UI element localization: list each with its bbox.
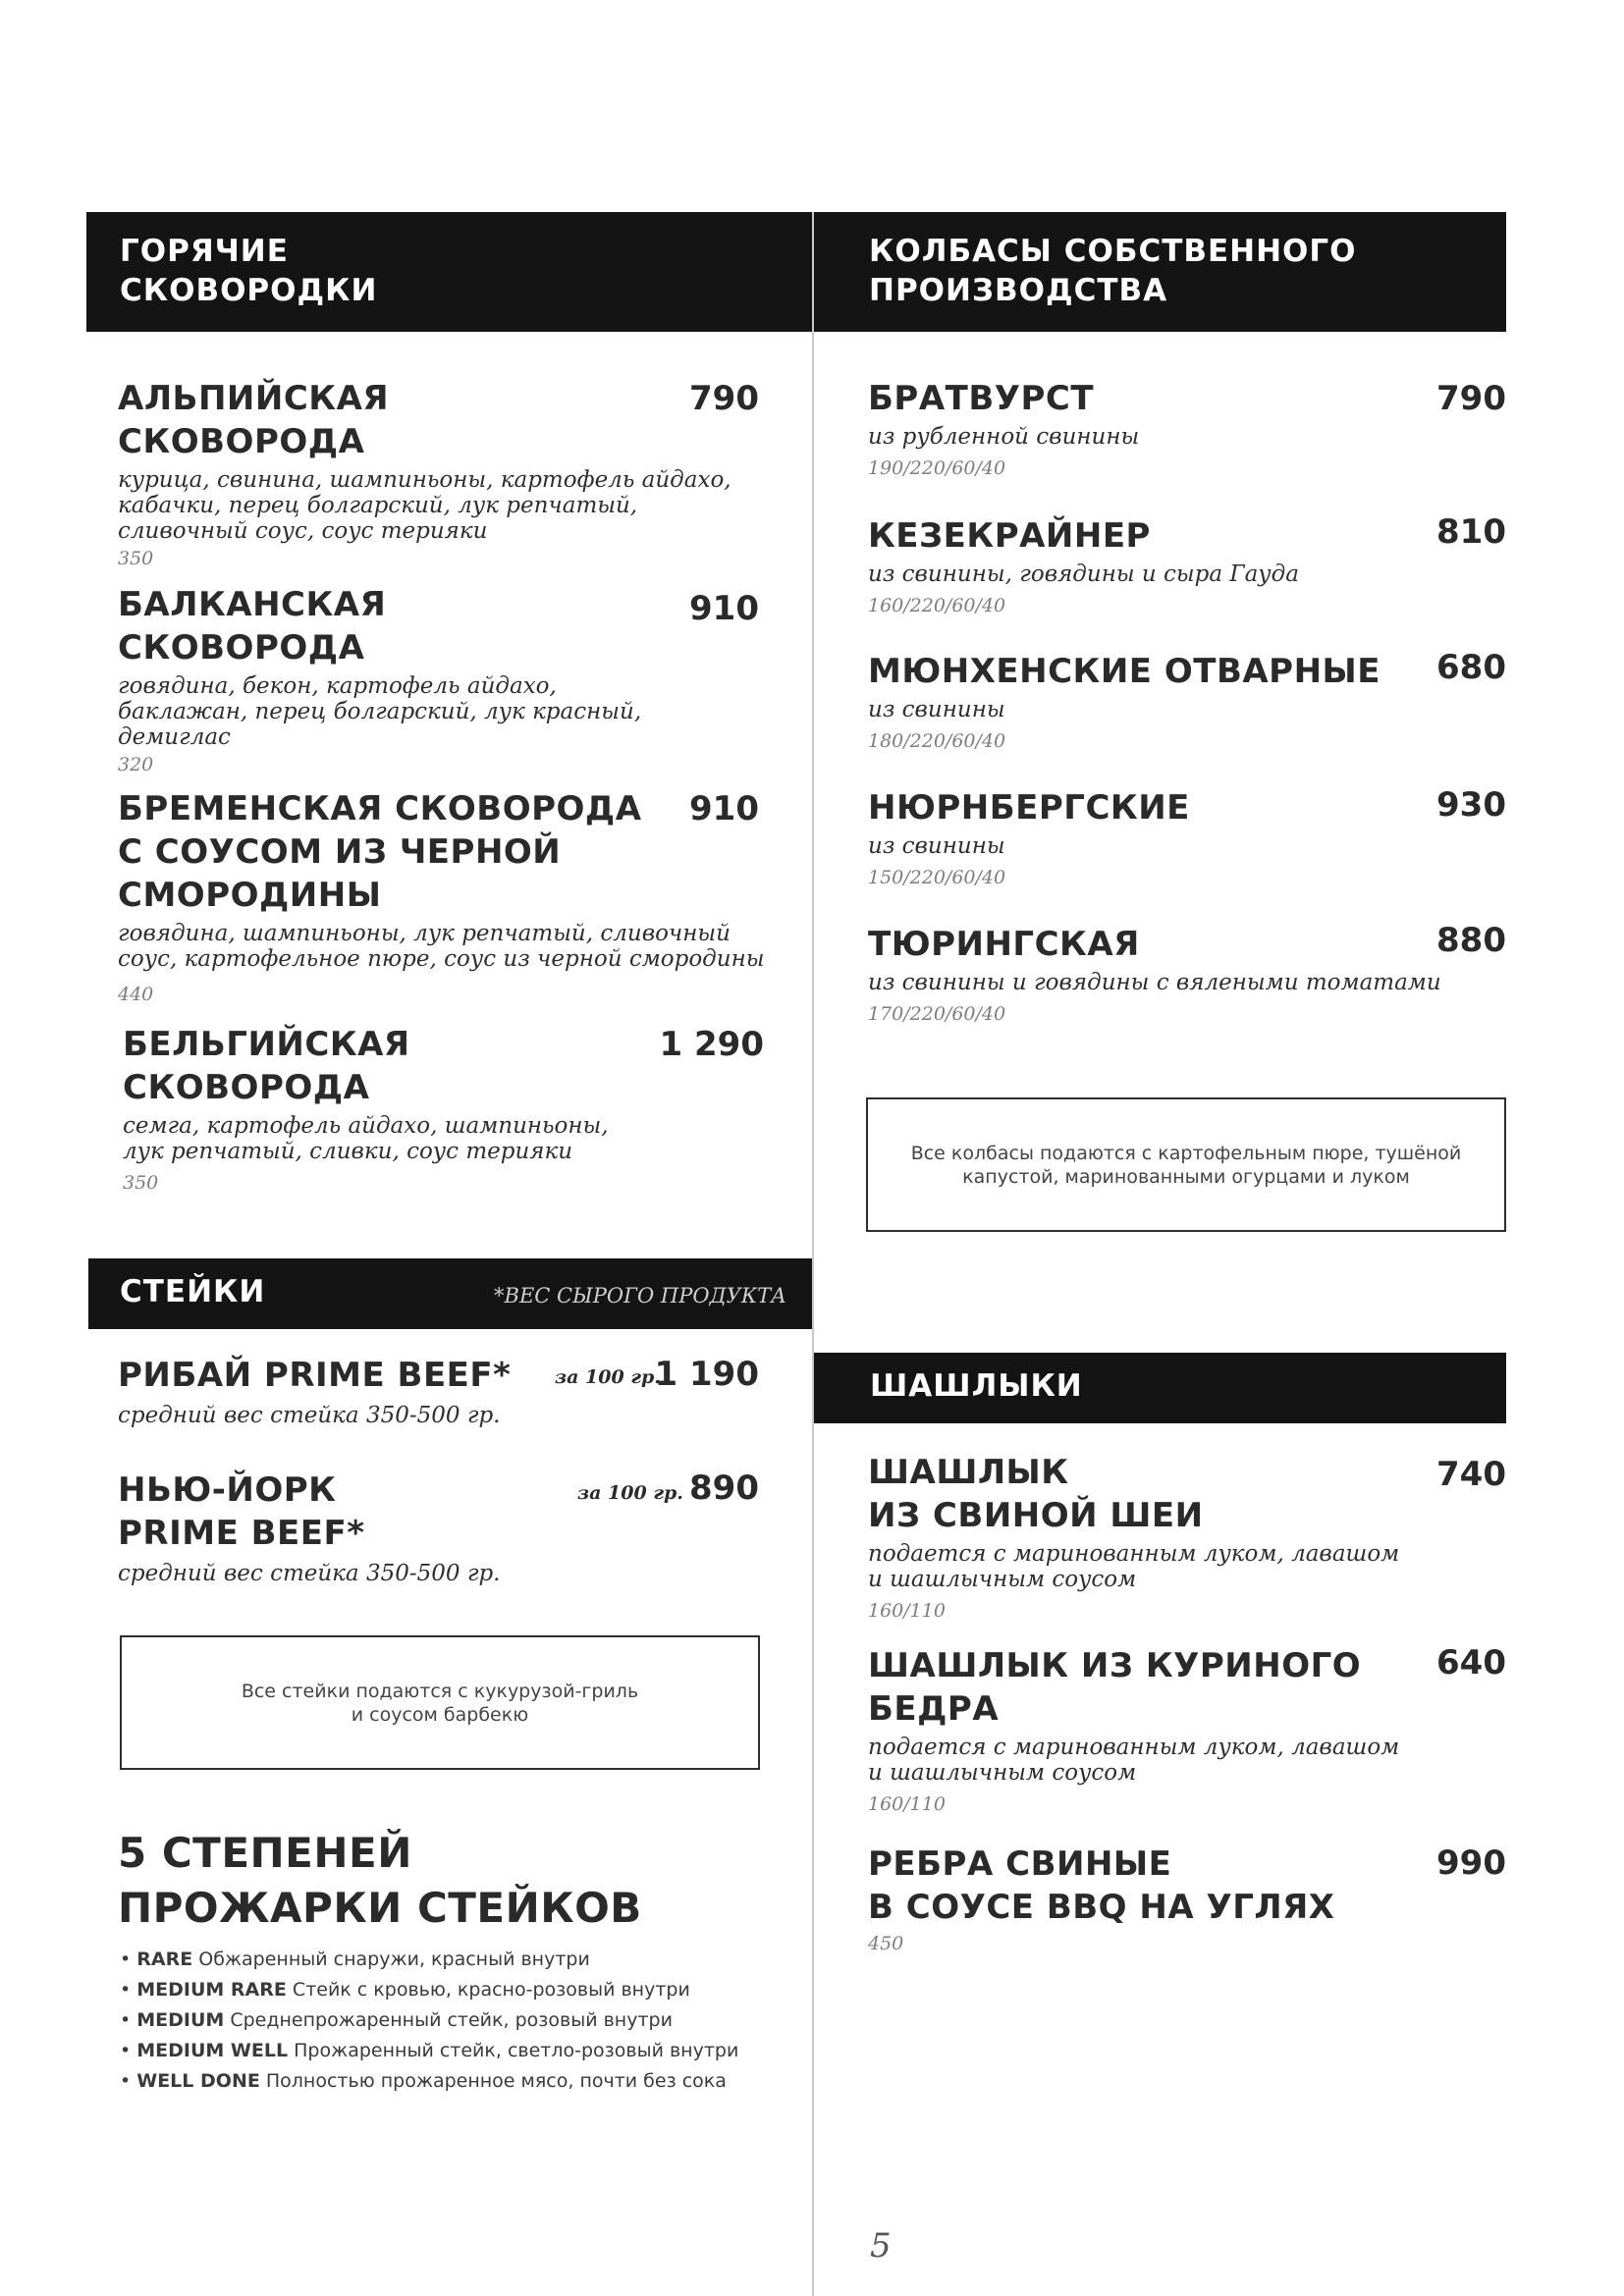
item-weight: 170/220/60/40 — [868, 1003, 1006, 1025]
item-weight: 180/220/60/40 — [868, 730, 1006, 752]
level-name: MEDIUM RARE — [136, 1979, 287, 2001]
item-description: из рубленной свинины — [868, 424, 1140, 450]
item-weight: 160/110 — [868, 1600, 946, 1622]
item-weight: 350 — [118, 548, 154, 569]
menu-item — [868, 514, 1418, 616]
item-description: средний вес стейка 350-500 гр. — [118, 1561, 501, 1586]
level-description: Среднепрожаренный стейк, розовый внутри — [230, 2009, 673, 2031]
level-description: Полностью прожаренное мясо, почти без сока — [265, 2070, 727, 2092]
item-weight: 190/220/60/40 — [868, 457, 1006, 479]
item-weight: 160/220/60/40 — [868, 595, 1006, 616]
menu-item — [118, 583, 756, 775]
menu-item — [868, 1644, 1418, 1815]
item-name: АЛЬПИЙСКАЯ СКОВОРОДА — [118, 379, 390, 461]
item-name: НЬЮ-ЙОРК PRIME BEEF* — [118, 1470, 365, 1553]
level-description: Стейк с кровью, красно-розовый внутри — [292, 1979, 690, 2001]
level-name: MEDIUM WELL — [136, 2040, 289, 2061]
item-weight: 150/220/60/40 — [868, 867, 1006, 888]
column-divider — [812, 212, 814, 2296]
section-header-sausages — [814, 212, 1506, 332]
steaks-note-box: Все стейки подаются с кукурузой-гриль и соусом барбекю — [120, 1635, 760, 1770]
item-description: из свинины — [868, 833, 1005, 859]
item-name: КЕЗЕКРАЙНЕР — [868, 516, 1151, 556]
item-price: 930 — [1436, 785, 1506, 825]
section-title: КОЛБАСЫ СОБСТВЕННОГО ПРОИЗВОДСТВА — [869, 234, 1357, 308]
sausages-note-box: Все колбасы подаются с картофельным пюре, тушёной капустой, маринованными огурцами и луком — [866, 1097, 1506, 1232]
item-price: 880 — [1436, 921, 1506, 960]
item-price: 1 190 — [654, 1355, 759, 1394]
price-unit: за 100 гр. — [555, 1366, 661, 1388]
doneness-level: • MEDIUM WELL Прожаренный стейк, светло-розовый внутри — [120, 2040, 739, 2061]
section-header-steaks — [88, 1258, 812, 1329]
item-weight: 440 — [118, 984, 154, 1005]
menu-item — [868, 923, 1477, 1025]
item-name: ТЮРИНГСКАЯ — [868, 925, 1140, 964]
section-title: ГОРЯЧИЕ СКОВОРОДКИ — [120, 234, 378, 308]
menu-item — [118, 1468, 609, 1586]
section-title: СТЕЙКИ — [120, 1274, 266, 1309]
item-price: 810 — [1436, 512, 1506, 552]
raw-weight-note: *ВЕС СЫРОГО ПРОДУКТА — [494, 1284, 786, 1308]
item-name: БАЛКАНСКАЯ СКОВОРОДА — [118, 585, 387, 667]
item-price: 680 — [1436, 648, 1506, 687]
doneness-level: • MEDIUM Среднепрожаренный стейк, розовый внутри — [120, 2009, 673, 2031]
item-price: 790 — [689, 379, 759, 418]
item-price: 990 — [1436, 1843, 1506, 1883]
item-description: говядина, бекон, картофель айдахо, баклажан, перец болгарский, лук красный, демиглас — [118, 673, 642, 750]
item-name: БЕЛЬГИЙСКАЯ СКОВОРОДА — [123, 1025, 410, 1107]
item-price: 790 — [1436, 379, 1506, 418]
item-name: РИБАЙ PRIME BEEF* — [118, 1356, 512, 1395]
menu-item — [868, 786, 1418, 888]
item-name: ШАШЛЫК ИЗ СВИНОЙ ШЕИ — [868, 1453, 1204, 1535]
section-header-shashlik — [814, 1353, 1506, 1423]
item-weight: 450 — [868, 1933, 904, 1954]
item-price: 1 290 — [659, 1025, 764, 1064]
level-name: MEDIUM — [136, 2009, 225, 2031]
menu-item — [868, 650, 1418, 752]
section-title: ШАШЛЫКИ — [870, 1368, 1083, 1404]
item-name: НЮРНБЕРГСКИЕ — [868, 788, 1190, 828]
item-name: БРАТВУРСТ — [868, 379, 1095, 418]
item-price: 640 — [1436, 1643, 1506, 1682]
item-weight: 160/110 — [868, 1793, 946, 1815]
level-description: Обжаренный снаружи, красный внутри — [198, 1949, 590, 1970]
level-name: RARE — [136, 1949, 193, 1970]
level-name: WELL DONE — [136, 2070, 260, 2092]
item-price: 890 — [689, 1468, 759, 1508]
menu-item — [118, 377, 756, 569]
item-description: из свинины и говядины с вялеными томатами — [868, 970, 1441, 995]
doneness-list — [120, 1945, 738, 2097]
item-description: семга, картофель айдахо, шампиньоны, лук репчатый, сливки, соус терияки — [123, 1113, 609, 1164]
item-description: подается с маринованным луком, лавашом и шашлычным соусом — [868, 1541, 1400, 1592]
item-price: 910 — [689, 589, 759, 628]
doneness-level: • RARE Обжаренный снаружи, красный внутри — [120, 1949, 590, 1970]
doneness-level: • MEDIUM RARE Стейк с кровью, красно-розовый внутри — [120, 1979, 690, 2001]
price-unit: за 100 гр. — [577, 1482, 683, 1504]
level-description: Прожаренный стейк, светло-розовый внутри — [294, 2040, 739, 2061]
item-name: БРЕМЕНСКАЯ СКОВОРОДА С СОУСОМ ИЗ ЧЕРНОЙ СМОРОДИНЫ — [118, 789, 642, 915]
item-description: из свинины — [868, 697, 1005, 722]
item-weight: 320 — [118, 754, 154, 775]
item-description: средний вес стейка 350-500 гр. — [118, 1403, 501, 1428]
item-name: МЮНХЕНСКИЕ ОТВАРНЫЕ — [868, 652, 1381, 691]
item-description: подается с маринованным луком, лавашом и шашлычным соусом — [868, 1735, 1400, 1786]
menu-item — [868, 1451, 1418, 1622]
menu-item — [868, 377, 1418, 479]
menu-item — [118, 1354, 609, 1428]
menu-item — [868, 1842, 1418, 1954]
item-name: ШАШЛЫК ИЗ КУРИНОГО БЕДРА — [868, 1646, 1362, 1729]
item-price: 740 — [1436, 1455, 1506, 1494]
page-number: 5 — [870, 2226, 892, 2266]
item-description: из свинины, говядины и сыра Гауда — [868, 561, 1299, 587]
doneness-title: 5 СТЕПЕНЕЙ ПРОЖАРКИ СТЕЙКОВ — [118, 1829, 642, 1932]
item-description: курица, свинина, шампиньоны, картофель айдахо, кабачки, перец болгарский, лук репчатый, сливочный соус, соус терияки — [118, 467, 731, 544]
doneness-level: • WELL DONE Полностью прожаренное мясо, почти без сока — [120, 2070, 727, 2092]
item-name: РЕБРА СВИНЫЕ В СОУСЕ BBQ НА УГЛЯХ — [868, 1844, 1335, 1927]
item-price: 910 — [689, 789, 759, 828]
item-description: говядина, шампиньоны, лук репчатый, сливочный соус, картофельное пюре, соус из черной смородины — [118, 921, 765, 972]
section-header-hot-pans — [86, 212, 812, 332]
item-weight: 350 — [123, 1172, 159, 1194]
